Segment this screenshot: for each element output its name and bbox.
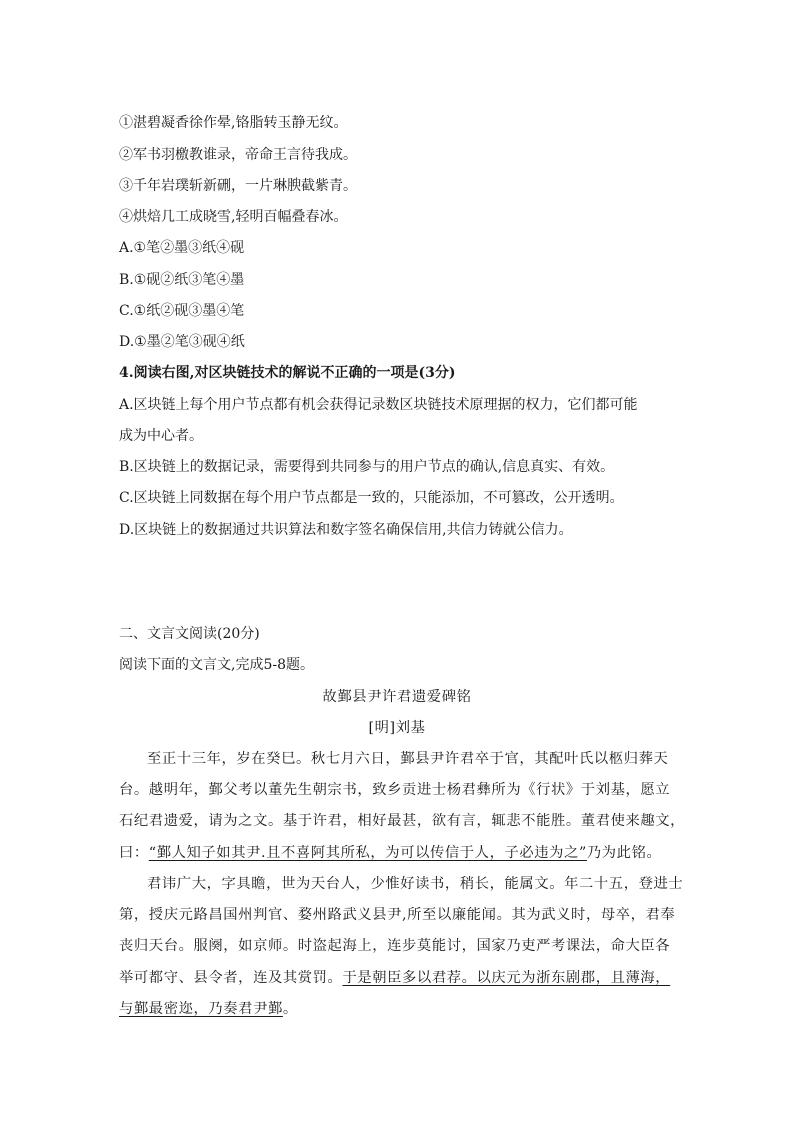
passage-author: [明]刘基 bbox=[368, 720, 426, 736]
q4-choice-c: C.区块链上同数据在每个用户节点都是一致的，只能添加，不可篡改，公开透明。 bbox=[119, 490, 624, 506]
underlined-sentence: 与鄞最密迩，乃奏君尹鄞 bbox=[119, 1001, 283, 1017]
option-line-3: ③千年岩璞斩新硎，一片琳腴截紫青。 bbox=[119, 178, 357, 194]
option-line-1: ①湛碧凝香徐作晕,铬脂转玉静无纹。 bbox=[119, 115, 348, 131]
passage-line: 至正十三年，岁在癸巳。秋七月六日，鄞县尹许君卒于官，其配叶氏以柩归葬天 bbox=[147, 751, 669, 767]
passage-title: 故鄞县尹许君遗爱碑铭 bbox=[322, 689, 472, 705]
passage-line: 丧归天台。服阕，如京师。时盗起海上，连步莫能讨，国家乃吏严考课法，命大臣各 bbox=[119, 938, 671, 954]
passage-text: 乃为此铭。 bbox=[586, 845, 662, 861]
passage-line bbox=[119, 968, 670, 988]
passage-line: 第，授庆元路昌国州判官、婺州路武义县尹,所至以廉能闻。其为武义时，母卒，君奉 bbox=[119, 907, 676, 923]
passage-line: 君讳广大，字具瞻，世为天台人，少惟好读书，稍长，能属文。年二十五，登进士 bbox=[147, 876, 684, 892]
passage-line bbox=[119, 843, 661, 863]
q4-choice-b: B.区块链上的数据记录，需要得到共同参与的用户节点的确认,信息真实、有效。 bbox=[119, 459, 615, 475]
choice-d: D.①墨②笔③砚④纸 bbox=[119, 334, 245, 350]
passage-text: 。 bbox=[282, 1001, 298, 1017]
q4-choice-d: D.区块链上的数据通过共识算法和数字签名确保信用,共信力铸就公信力。 bbox=[119, 522, 573, 538]
option-line-2: ②军书羽檄教谁录，帝命王言待我成。 bbox=[119, 147, 357, 163]
section-2-heading: 二、文言文阅读(20分) bbox=[119, 626, 260, 642]
passage-text: 举可都守、县令者，连及其赏罚。 bbox=[119, 970, 343, 986]
choice-c: C.①纸②砚③墨④笔 bbox=[119, 303, 245, 319]
passage-text: 曰： bbox=[119, 845, 149, 861]
choice-a: A.①笔②墨③纸④砚 bbox=[119, 240, 245, 256]
passage-line: 台。越明年，鄞父考以董先生朝宗书，致乡贡进士杨君彝所为《行状》于刘基，愿立 bbox=[119, 782, 671, 798]
option-line-4: ④烘焙几工成晓雪,轻明百幅叠春冰。 bbox=[119, 209, 348, 225]
q4-choice-a-line-2: 成为中心者。 bbox=[119, 428, 203, 444]
underlined-sentence: 于是朝臣多以君荐。以庆元为浙东剧郡，且薄海， bbox=[342, 970, 671, 986]
section-2-instruction: 阅读下面的文言文,完成5-8题。 bbox=[119, 657, 314, 673]
underlined-quote: “鄞人知子如其尹.且不喜阿其所私，为可以传信于人，子必违为之” bbox=[148, 845, 587, 861]
q4-choice-a-line-1: A.区块链上每个用户节点都有机会获得记录数区块链技术原理据的权力，它们都可能 bbox=[119, 397, 638, 413]
passage-line bbox=[119, 999, 298, 1019]
question-4-title: 4.阅读右图,对区块链技术的解说不正确的一项是(3分) bbox=[119, 365, 456, 381]
passage-line: 石纪君遗爱，请为之文。基于许君，相好最甚，欲有言，辄悲不能胜。董君使来趣文， bbox=[119, 813, 686, 829]
choice-b: B.①砚②纸③笔④墨 bbox=[119, 272, 245, 288]
